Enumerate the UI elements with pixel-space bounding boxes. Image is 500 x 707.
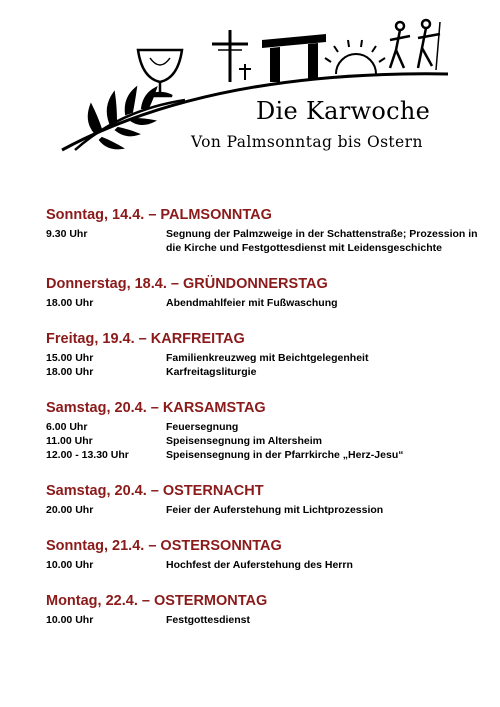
- event-row: [46, 503, 486, 517]
- event-description: Segnung der Palmzweige in der Schattenstraße; Prozession in die Kirche und Festgottesdienst mit Leidensgeschichte: [166, 228, 478, 254]
- day-easter-monday: [46, 592, 486, 627]
- event-time: 15.00 Uhr: [46, 352, 94, 364]
- event-row: [46, 227, 486, 255]
- day-easter-vigil: [46, 482, 486, 517]
- event-time: 10.00 Uhr: [46, 614, 94, 626]
- event-description: Feuersegnung: [166, 421, 239, 433]
- event-row: [46, 351, 486, 365]
- event-description: Familienkreuzweg mit Beichtgelegenheit: [166, 352, 369, 364]
- event-description: Speisensegnung im Altersheim: [166, 435, 322, 447]
- rising-sun-icon: [325, 40, 385, 74]
- event-description: Abendmahlfeier mit Fußwaschung: [166, 297, 338, 309]
- event-row: [46, 296, 486, 310]
- day-heading: Samstag, 20.4. – OSTERNACHT: [46, 483, 264, 499]
- day-heading: Sonntag, 14.4. – PALMSONNTAG: [46, 207, 272, 223]
- event-description: Speisensegnung in der Pfarrkirche „Herz-Jesu“: [166, 449, 404, 461]
- event-time: 10.00 Uhr: [46, 559, 94, 571]
- day-heading: Samstag, 20.4. – KARSAMSTAG: [46, 400, 266, 416]
- page-subtitle: Von Palmsonntag bis Ostern: [191, 133, 423, 151]
- event-time: 9.30 Uhr: [46, 228, 88, 240]
- day-holy-saturday: [46, 399, 486, 462]
- event-time: 18.00 Uhr: [46, 366, 94, 378]
- event-description: Feier der Auferstehung mit Lichtprozession: [166, 504, 384, 516]
- event-row: [46, 434, 486, 448]
- pilgrims-icon: [390, 20, 440, 70]
- day-heading: Sonntag, 21.4. – OSTERSONNTAG: [46, 538, 282, 554]
- day-heading: Freitag, 19.4. – KARFREITAG: [46, 331, 245, 347]
- empty-tomb-icon: [262, 34, 326, 82]
- header: [0, 0, 500, 165]
- schedule: [46, 206, 486, 647]
- event-time: 11.00 Uhr: [46, 435, 93, 447]
- day-maundy-thursday: [46, 275, 486, 310]
- event-time: 18.00 Uhr: [46, 297, 94, 309]
- event-row: [46, 420, 486, 434]
- event-description: Karfreitagsliturgie: [166, 366, 257, 378]
- cross-icon: [212, 30, 251, 82]
- event-row: [46, 365, 486, 379]
- event-row: [46, 448, 486, 462]
- chalice-icon: [138, 50, 182, 96]
- event-time: 12.00 - 13.30 Uhr: [46, 449, 129, 461]
- event-description: Festgottesdienst: [166, 614, 251, 626]
- day-heading: Montag, 22.4. – OSTERMONTAG: [46, 593, 268, 609]
- event-time: 6.00 Uhr: [46, 421, 88, 433]
- day-palm-sunday: [46, 206, 486, 255]
- event-row: [46, 558, 486, 572]
- event-row: [46, 613, 486, 627]
- day-good-friday: [46, 330, 486, 379]
- day-heading: Donnerstag, 18.4. – GRÜNDONNERSTAG: [46, 276, 328, 292]
- event-description: Hochfest der Auferstehung des Herrn: [166, 559, 353, 571]
- event-time: 20.00 Uhr: [46, 504, 94, 516]
- page-title: Die Karwoche: [256, 97, 431, 125]
- day-easter-sunday: [46, 537, 486, 572]
